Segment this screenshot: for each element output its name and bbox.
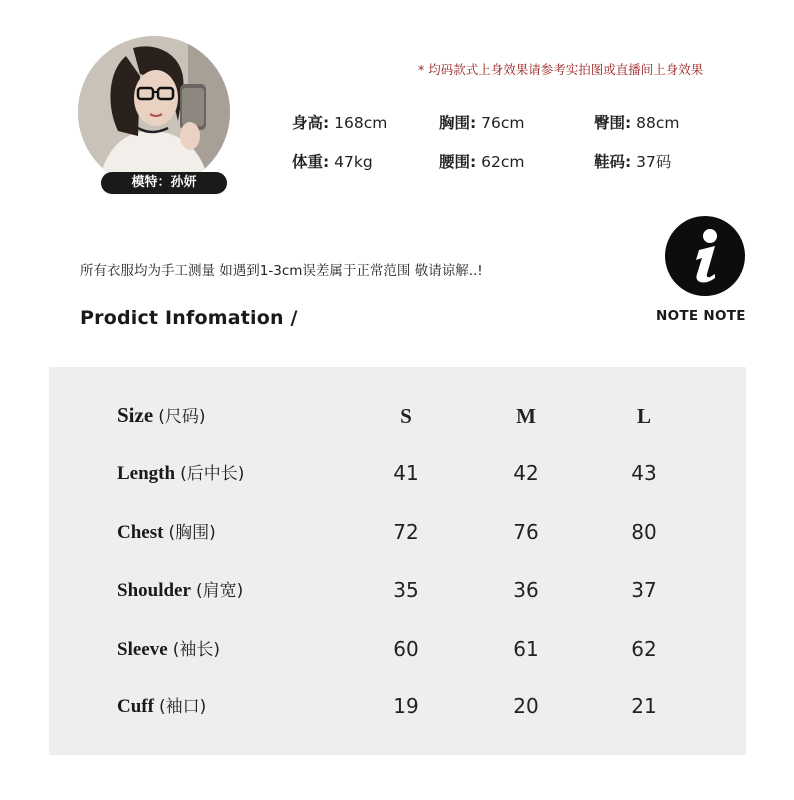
model-name-badge: 模特：孙妍: [101, 172, 227, 194]
size-cell: 60: [393, 637, 419, 661]
size-table: [49, 367, 746, 755]
label-cn: (胸围): [168, 523, 216, 543]
stat-bust: [439, 111, 525, 133]
size-row-length: [49, 459, 746, 489]
size-cell: 43: [631, 461, 657, 485]
label-en: Chest: [117, 522, 164, 543]
stat-value: 62cm: [481, 153, 525, 171]
size-cell: 19: [393, 694, 419, 718]
label-cn: (尺码): [158, 407, 206, 427]
stat-key: 臀围:: [594, 114, 632, 132]
size-header-row: [49, 402, 746, 432]
fit-disclaimer: * 均码款式上身效果请参考实拍图或直播间上身效果: [418, 62, 704, 77]
label-en: Sleeve: [117, 639, 168, 660]
size-cell: 20: [513, 694, 539, 718]
info-icon: [665, 216, 745, 296]
stat-value: 37码: [636, 153, 672, 171]
row-label: [117, 692, 206, 718]
stat-hip: [594, 111, 680, 133]
stat-key: 腰围:: [439, 153, 477, 171]
size-cell: 72: [393, 520, 419, 544]
size-cell: 37: [631, 578, 657, 602]
row-label: [117, 518, 216, 544]
label-cn: (袖口): [159, 697, 207, 717]
stat-weight: [292, 150, 373, 172]
stat-waist: [439, 150, 525, 172]
label-en: Size: [117, 403, 154, 427]
stat-value: 47kg: [334, 153, 373, 171]
size-cell: 80: [631, 520, 657, 544]
size-cell: 41: [393, 461, 419, 485]
stat-height: [292, 111, 387, 133]
size-cell: 21: [631, 694, 657, 718]
size-cell: 36: [513, 578, 539, 602]
label-en: Cuff: [117, 696, 154, 717]
size-cell: 61: [513, 637, 539, 661]
label-cn: (袖长): [172, 640, 221, 660]
size-cell: 76: [513, 520, 539, 544]
size-row-shoulder: [49, 576, 746, 606]
stat-key: 鞋码:: [594, 153, 632, 171]
stat-value: 168cm: [334, 114, 388, 132]
size-cell: 35: [393, 578, 419, 602]
stat-value: 76cm: [481, 114, 525, 132]
row-label: [117, 576, 243, 602]
label-cn: (肩宽): [196, 581, 244, 601]
stat-key: 胸围:: [439, 114, 477, 132]
stat-value: 88cm: [636, 114, 680, 132]
size-cell: 62: [631, 637, 657, 661]
size-cell: 42: [513, 461, 539, 485]
label-cn: (后中长): [180, 464, 245, 484]
note-label: NOTE NOTE: [656, 308, 746, 324]
size-col-header: S: [400, 404, 412, 428]
size-row-sleeve: [49, 635, 746, 665]
stat-key: 体重:: [292, 153, 330, 171]
stat-key: 身高:: [292, 114, 330, 132]
row-label: [117, 459, 244, 485]
size-row-chest: [49, 518, 746, 548]
product-info-title: Prodict Infomation /: [80, 307, 298, 329]
size-col-header: M: [516, 404, 536, 428]
row-label: [117, 402, 206, 428]
measurement-notice: 所有衣服均为手工测量 如遇到1-3cm误差属于正常范围 敬请谅解..!: [80, 263, 483, 279]
model-photo: [78, 36, 230, 188]
stat-shoe: [594, 150, 671, 172]
row-label: [117, 635, 220, 661]
label-en: Length: [117, 463, 176, 484]
size-col-header: L: [636, 404, 651, 428]
size-row-cuff: [49, 692, 746, 722]
label-en: Shoulder: [117, 580, 191, 601]
